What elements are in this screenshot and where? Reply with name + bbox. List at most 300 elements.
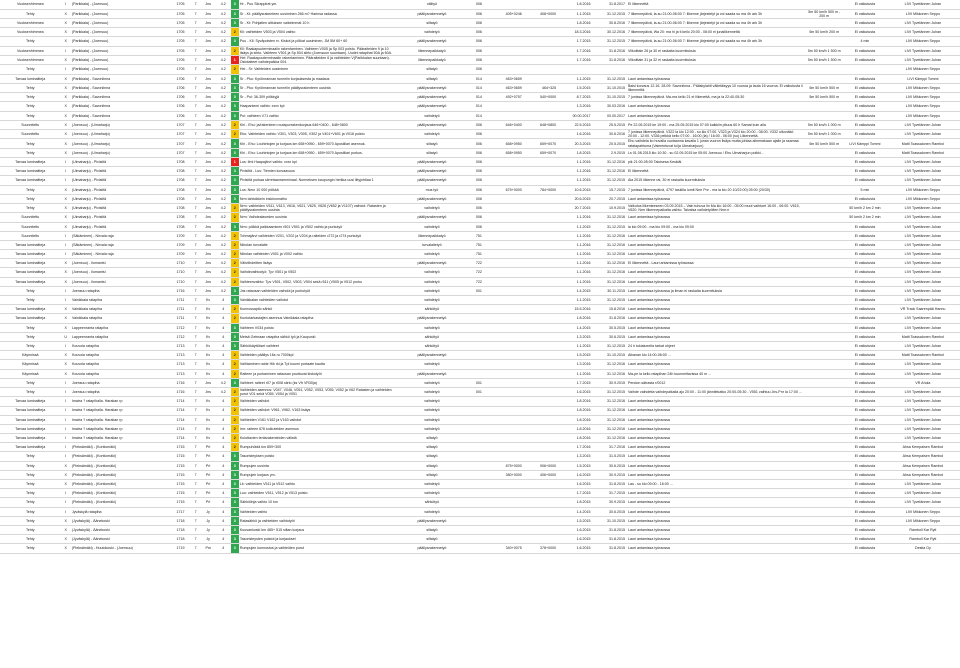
cell-from[interactable]: 1.8.2015 — [558, 498, 592, 507]
cell-mode[interactable]: vaihdetyö — [395, 28, 468, 37]
cell-desc[interactable]: Kli: Raakapuuterminaalin rakentaminen. Vaihteen V005 ja Sp 003 poisto. Pääraiteiden 9 ja 10 lisäys ja siirto. Vaihteen V501 ja Sp 504 siirto (Joensuun suuntaan). Uudet ratapihat 50A ja 60A. — [239, 46, 396, 55]
cell-k[interactable]: I — [61, 65, 71, 74]
cell-km2[interactable]: 540+0000 — [524, 93, 558, 102]
cell-km1[interactable] — [489, 406, 523, 415]
cell-from[interactable]: 1.1.2016 — [558, 167, 592, 176]
cell-info[interactable]: Lauri antamissa työraossa — [627, 277, 804, 286]
cell-person[interactable]: Matti Toassalonen Rambol — [886, 148, 960, 157]
cell-contact[interactable]: Ei vaikutusta — [844, 507, 886, 516]
cell-info[interactable]: Lauri antamissa työraossa — [627, 296, 804, 305]
cell-no[interactable]: 1708 — [170, 194, 191, 203]
table-row[interactable] — [0, 28, 960, 37]
cell-seg[interactable]: Imatra ? ratapihalla. Harakan rp — [71, 406, 170, 415]
cell-km1[interactable] — [489, 434, 523, 443]
cell-area[interactable]: Vuoksenhimmea — [0, 19, 61, 28]
cell-no[interactable]: 1707 — [170, 148, 191, 157]
cell-area[interactable]: Tarvaa luminaitteja — [0, 443, 61, 452]
cell-n[interactable]: 7 — [191, 314, 200, 323]
cell-km1[interactable] — [489, 525, 523, 534]
cell-to[interactable]: 31.12.2016 — [593, 406, 627, 415]
cell-km1[interactable] — [489, 314, 523, 323]
cell-k[interactable]: I — [61, 498, 71, 507]
cell-desc[interactable]: Khi - Ehu: Louhintojen ja korjaus km 658+0950 - 659+0070 Aposiiliari asennuk. — [239, 139, 396, 148]
cell-no[interactable]: 1715 — [170, 443, 191, 452]
cell-person[interactable]: Destia Oy — [886, 544, 960, 553]
cell-t[interactable]: Kv — [200, 296, 216, 305]
cell-km1[interactable] — [489, 286, 523, 295]
cell-person[interactable]: LIVI Mikkonen Seppo — [886, 111, 960, 120]
cell-desc[interactable]: Tasoristeyksen poisto — [239, 452, 396, 461]
cell-seg[interactable]: (Joensuu) - (Uimaharju) — [71, 139, 170, 148]
cell-area[interactable]: Suunniteltu — [0, 222, 61, 231]
cell-t[interactable]: Jns — [200, 158, 216, 167]
cell-seg[interactable]: Kouvola ratapiha — [71, 341, 170, 350]
cell-person[interactable]: LIVI Tyvelännen Juhan — [886, 203, 960, 212]
table-row[interactable] — [0, 9, 960, 18]
cell-dir[interactable]: 4.2 — [216, 0, 231, 9]
cell-to[interactable]: 31.12.2015 — [593, 176, 627, 185]
cell-k[interactable]: X — [61, 259, 71, 268]
cell-k[interactable]: I — [61, 231, 71, 240]
cell-person[interactable]: Matti Toassalonen Rambol — [886, 332, 960, 341]
cell-area[interactable]: Vuoksenhimmea — [0, 56, 61, 65]
cell-km2[interactable] — [524, 240, 558, 249]
cell-area[interactable]: Vuoksenhimmea — [0, 0, 61, 9]
cell-st[interactable]: 2 — [231, 28, 239, 37]
cell-km2[interactable] — [524, 167, 558, 176]
cell-info[interactable]: Ls 01.08.2015 klo 10:30 - su 02.09.2015 ke 05:00 Joensuu / Ehu Uimaharjun poikki... — [627, 148, 804, 157]
cell-area[interactable]: Tarvaa luminaitteja — [0, 176, 61, 185]
cell-desc[interactable]: Tohmajärvi vaihteiden V201, V202 ja V204 ja raiteiden r272 ja r274 purkutyö — [239, 231, 396, 240]
cell-seg[interactable]: (Pieksämäki) - (Kontiomäki) — [71, 498, 170, 507]
cell-k[interactable]: X — [61, 130, 71, 139]
cell-area[interactable]: Tarvaa luminaitteja — [0, 277, 61, 286]
cell-k[interactable]: X — [61, 194, 71, 203]
table-row[interactable] — [0, 544, 960, 553]
table-row[interactable] — [0, 286, 960, 295]
cell-extra[interactable] — [804, 296, 844, 305]
cell-mode[interactable]: sähkötyö — [395, 341, 468, 350]
cell-from[interactable]: 10.6.2015 — [558, 185, 592, 194]
cell-mode[interactable]: vaihdetyö — [395, 360, 468, 369]
cell-km1[interactable] — [489, 387, 523, 396]
cell-person[interactable]: LIVI Mikkonen Seppo — [886, 37, 960, 46]
cell-k[interactable]: X — [61, 9, 71, 18]
cell-km2[interactable] — [524, 259, 558, 268]
table-row[interactable] — [0, 397, 960, 406]
cell-dir[interactable]: 4.2 — [216, 231, 231, 240]
cell-n[interactable]: 7 — [191, 213, 200, 222]
cell-km1[interactable]: 492+0757 — [489, 93, 523, 102]
cell-km2[interactable] — [524, 369, 558, 378]
cell-t[interactable]: Kv — [200, 369, 216, 378]
cell-no[interactable]: 1712 — [170, 332, 191, 341]
cell-mode[interactable]: päällysrakennetyö — [395, 213, 468, 222]
cell-n[interactable]: 7 — [191, 378, 200, 387]
cell-dir[interactable]: 4.2 — [216, 74, 231, 83]
cell-km2[interactable] — [524, 360, 558, 369]
cell-to[interactable]: 31.12.2016 — [593, 240, 627, 249]
cell-t[interactable]: Jns — [200, 213, 216, 222]
cell-n[interactable]: 7 — [191, 231, 200, 240]
cell-n[interactable]: 7 — [191, 296, 200, 305]
cell-area[interactable]: Tarvaa luminaitteja — [0, 268, 61, 277]
cell-from[interactable]: 1.8.2016 — [558, 0, 592, 9]
cell-km2[interactable] — [524, 213, 558, 222]
cell-extra[interactable] — [804, 0, 844, 9]
cell-dir[interactable]: 4.2 — [216, 250, 231, 259]
cell-st[interactable]: 3 — [231, 74, 239, 83]
cell-km1[interactable]: 463+0659 — [489, 74, 523, 83]
cell-from[interactable]: 1.4.2015 — [558, 286, 592, 295]
cell-code[interactable]: 001 — [468, 378, 489, 387]
cell-mode[interactable]: liikennepaikkatyö — [395, 56, 468, 65]
cell-person[interactable]: LIVI Tyvelännen Juhan — [886, 19, 960, 28]
cell-st[interactable]: 2 — [231, 305, 239, 314]
cell-contact[interactable]: Ei vaikutusta — [844, 360, 886, 369]
cell-km2[interactable] — [524, 19, 558, 28]
cell-no[interactable]: 1715 — [170, 452, 191, 461]
cell-from[interactable]: 1.1.2015 — [558, 296, 592, 305]
cell-t[interactable]: Kv — [200, 360, 216, 369]
cell-mode[interactable]: vaihdetyö — [395, 130, 468, 139]
cell-t[interactable]: Kv — [200, 305, 216, 314]
cell-t[interactable]: Jns — [200, 222, 216, 231]
cell-to[interactable]: 31.8.2016 — [593, 314, 627, 323]
cell-dir[interactable]: 4.2 — [216, 37, 231, 46]
cell-mode[interactable]: päällysrakennetyö — [395, 176, 468, 185]
cell-no[interactable]: 1719 — [170, 544, 191, 553]
cell-extra[interactable] — [804, 332, 844, 341]
cell-contact[interactable]: 50 km/h 2 km 2 min — [844, 203, 886, 212]
cell-dir[interactable]: 4 — [216, 470, 231, 479]
cell-from[interactable] — [558, 65, 592, 74]
cell-n[interactable]: 7 — [191, 203, 200, 212]
cell-km1[interactable] — [489, 231, 523, 240]
cell-st[interactable]: 3 — [231, 498, 239, 507]
cell-n[interactable]: 7 — [191, 277, 200, 286]
cell-desc[interactable]: Ehu: Vaihteiden vaihto: V301, V303, V305, V302 ja V401+V601 ja V016 poisto — [239, 130, 396, 139]
cell-st[interactable]: 3 — [231, 139, 239, 148]
cell-dir[interactable]: 4.2 — [216, 65, 231, 74]
cell-km2[interactable] — [524, 286, 558, 295]
cell-from[interactable]: 1.8.2016 — [558, 397, 592, 406]
cell-from[interactable]: 22.5.2015 — [558, 120, 592, 129]
cell-code[interactable] — [468, 332, 489, 341]
cell-km2[interactable] — [524, 323, 558, 332]
cell-seg[interactable]: (Parikkala) - Savonlinna — [71, 74, 170, 83]
cell-km1[interactable] — [489, 268, 523, 277]
cell-mode[interactable]: siltatyö — [395, 148, 468, 157]
cell-code[interactable]: 006 — [468, 185, 489, 194]
cell-desc[interactable]: Rumpujen kunnostus ja vaihteiden purut — [239, 544, 396, 553]
cell-seg[interactable]: (Parikkala) - (Joensuu) — [71, 9, 170, 18]
cell-no[interactable]: 1716 — [170, 286, 191, 295]
cell-dir[interactable]: 4.2 — [216, 203, 231, 212]
cell-mode[interactable]: päällysrakennetyö — [395, 102, 468, 111]
cell-extra[interactable] — [804, 203, 844, 212]
cell-t[interactable]: Jns — [200, 148, 216, 157]
cell-st[interactable]: 3 — [231, 185, 239, 194]
cell-km2[interactable] — [524, 305, 558, 314]
table-row[interactable] — [0, 323, 960, 332]
table-row[interactable] — [0, 259, 960, 268]
cell-n[interactable]: 7 — [191, 158, 200, 167]
table-row[interactable] — [0, 434, 960, 443]
cell-k[interactable]: X — [61, 461, 71, 470]
cell-person[interactable]: Ahsa Kempaisen Rambol — [886, 470, 960, 479]
cell-mode[interactable]: siltatyö — [395, 535, 468, 544]
cell-contact[interactable]: Ei vaikutusta — [844, 268, 886, 277]
cell-from[interactable]: 1.8.2016 — [558, 434, 592, 443]
cell-person[interactable]: LIVI Tyvelännen Juhan — [886, 277, 960, 286]
cell-no[interactable]: 1708 — [170, 176, 191, 185]
cell-no[interactable]: 1709 — [170, 231, 191, 240]
cell-code[interactable]: 001 — [468, 387, 489, 396]
cell-contact[interactable]: Ei vaikutusta — [844, 535, 886, 544]
cell-area[interactable]: Tehty — [0, 296, 61, 305]
cell-n[interactable]: 7 — [191, 185, 200, 194]
cell-person[interactable]: LIVI Tyvelännen Juhan — [886, 120, 960, 129]
cell-dir[interactable]: 4 — [216, 332, 231, 341]
cell-mode[interactable]: päällysrakennetyö — [395, 369, 468, 378]
cell-to[interactable]: 31.12.2015 — [593, 296, 627, 305]
cell-n[interactable]: 7 — [191, 452, 200, 461]
cell-mode[interactable]: päällysrakennetyö — [395, 314, 468, 323]
cell-person[interactable]: LIVI Tyvelännen Juhan — [886, 240, 960, 249]
cell-no[interactable]: 1715 — [170, 489, 191, 498]
cell-st[interactable]: 2 — [231, 369, 239, 378]
cell-km2[interactable]: 464+325 — [524, 83, 558, 92]
table-row[interactable] — [0, 452, 960, 461]
cell-desc[interactable]: Hei: Raakapuuterminaalin rakentaminen. Pääraiteiden 6 ja vaihteiden V(Parikkalan suuntaan). Ostotaiteet vaihdepaikka 004. — [239, 56, 396, 65]
cell-from[interactable]: 1.5.2015 — [558, 83, 592, 92]
cell-k[interactable]: I — [61, 378, 71, 387]
cell-mode[interactable]: päällysrakennetyö — [395, 351, 468, 360]
cell-person[interactable]: Ramboll Kar Ryti — [886, 535, 960, 544]
cell-km2[interactable] — [524, 46, 558, 55]
cell-info[interactable]: 7 liikennepäivä, la-su 21:00-06:00 7: liikenne järjestelyt ja voi saada su ma 4h ark 3h — [627, 19, 804, 28]
cell-seg[interactable]: (Säkäminen) - Nirvala raja — [71, 240, 170, 249]
cell-code[interactable]: 006 — [468, 176, 489, 185]
cell-to[interactable]: 00.00.2017 — [593, 111, 627, 120]
cell-extra[interactable]: 5m 50 km/h 500 m — [804, 83, 844, 92]
cell-st[interactable]: 2 — [231, 360, 239, 369]
cell-no[interactable]: 1705 — [170, 9, 191, 18]
cell-km1[interactable] — [489, 277, 523, 286]
cell-contact[interactable]: Ei vaikutusta — [844, 167, 886, 176]
cell-extra[interactable] — [804, 314, 844, 323]
cell-area[interactable]: Käynnissä — [0, 369, 61, 378]
cell-info[interactable]: Lauri antamissa työraossa — [627, 111, 804, 120]
cell-no[interactable]: 1705 — [170, 46, 191, 55]
cell-to[interactable]: 31.12.2016 — [593, 434, 627, 443]
cell-to[interactable]: 10.9.2015 — [593, 203, 627, 212]
cell-n[interactable]: 7 — [191, 46, 200, 55]
cell-info[interactable]: Lauri antamissa työraossa — [627, 397, 804, 406]
cell-k[interactable]: X — [61, 544, 71, 553]
cell-km2[interactable] — [524, 231, 558, 240]
cell-st[interactable]: 3 — [231, 176, 239, 185]
cell-k[interactable]: X — [61, 56, 71, 65]
cell-t[interactable]: Jns — [200, 231, 216, 240]
cell-t[interactable]: Jns — [200, 74, 216, 83]
cell-extra[interactable] — [804, 516, 844, 525]
cell-km1[interactable] — [489, 28, 523, 37]
cell-st[interactable]: 2 — [231, 406, 239, 415]
cell-code[interactable] — [468, 443, 489, 452]
cell-from[interactable]: 1.4.2015 — [558, 507, 592, 516]
cell-k[interactable]: I — [61, 434, 71, 443]
cell-from[interactable]: 1.7.2015 — [558, 378, 592, 387]
cell-area[interactable]: Tehty — [0, 544, 61, 553]
cell-st[interactable]: 3 — [231, 19, 239, 28]
cell-t[interactable]: Jns — [200, 259, 216, 268]
table-row[interactable] — [0, 46, 960, 55]
table-row[interactable] — [0, 0, 960, 9]
cell-person[interactable]: Ahsa Kempaisen Rambol — [886, 452, 960, 461]
cell-info[interactable]: 7 junissa liikennepäivä. Ma-ma kello 21 ei liikenettä, ma ja la 22:40-05:30 — [627, 93, 804, 102]
cell-t[interactable]: Jns — [200, 378, 216, 387]
cell-info[interactable]: Lauri antamissa työraossa — [627, 525, 804, 534]
cell-to[interactable]: 31.8.2016 — [593, 46, 627, 55]
cell-dir[interactable]: 4.2 — [216, 93, 231, 102]
cell-contact[interactable]: Ei vaikutusta — [844, 489, 886, 498]
cell-km1[interactable] — [489, 452, 523, 461]
cell-contact[interactable]: Ei vaikutusta — [844, 286, 886, 295]
cell-km2[interactable]: 906+0000 — [524, 461, 558, 470]
cell-mode[interactable]: vaihdetyö — [395, 268, 468, 277]
cell-extra[interactable] — [804, 360, 844, 369]
cell-k[interactable]: X — [61, 139, 71, 148]
cell-seg[interactable]: Imatra ? ratapihalla. Harakan rp — [71, 415, 170, 424]
cell-desc[interactable]: Metsä Geimaan ratapiha sähkö työ ja Kaupunki — [239, 332, 396, 341]
cell-st[interactable]: 3 — [231, 544, 239, 553]
cell-km1[interactable] — [489, 65, 523, 74]
cell-t[interactable]: Kv — [200, 341, 216, 350]
cell-st[interactable]: 3 — [231, 167, 239, 176]
cell-t[interactable]: Kv — [200, 314, 216, 323]
cell-t[interactable]: Jns — [200, 102, 216, 111]
cell-desc[interactable]: Sr - Pku: Kyröinrannan tunnelin korjauksesta ja maalaus — [239, 74, 396, 83]
cell-n[interactable]: 7 — [191, 525, 200, 534]
cell-person[interactable]: LIVI Tyvelännen Juhan — [886, 259, 960, 268]
cell-t[interactable]: Prl — [200, 461, 216, 470]
cell-to[interactable]: 31.12.2016 — [593, 397, 627, 406]
cell-km1[interactable] — [489, 415, 523, 424]
cell-no[interactable]: 1714 — [170, 424, 191, 433]
cell-k[interactable]: X — [61, 369, 71, 378]
cell-extra[interactable] — [804, 489, 844, 498]
cell-info[interactable]: Viikoittain 31 ja 32 ei raskaita kuormituksia — [627, 56, 804, 65]
cell-no[interactable]: 1705 — [170, 0, 191, 9]
table-row[interactable] — [0, 516, 960, 525]
cell-t[interactable]: Kv — [200, 424, 216, 433]
cell-st[interactable]: 2 — [231, 434, 239, 443]
cell-extra[interactable] — [804, 424, 844, 433]
cell-t[interactable]: Kv — [200, 351, 216, 360]
cell-desc[interactable]: Lk: vaihteiden V511 ja V512 vaihto — [239, 480, 396, 489]
cell-desc[interactable]: Tasoristeysten poistot ja korjaukset — [239, 535, 396, 544]
cell-info[interactable]: Pe 22.05.2015 ke 19:00 - ma 25.05.2015 klo 07:00 kaikkiin pituus 60 h Samat kuin alla — [627, 120, 804, 129]
cell-k[interactable]: I — [61, 250, 71, 259]
cell-km2[interactable] — [524, 516, 558, 525]
cell-no[interactable]: 1707 — [170, 130, 191, 139]
cell-extra[interactable] — [804, 323, 844, 332]
cell-mode[interactable]: vaihdetyö — [395, 415, 468, 424]
cell-to[interactable]: 15.8.2016 — [593, 305, 627, 314]
cell-km1[interactable] — [489, 130, 523, 139]
cell-no[interactable]: 1711 — [170, 296, 191, 305]
table-row[interactable] — [0, 93, 960, 102]
cell-area[interactable]: Tarvaa luminaitteja — [0, 434, 61, 443]
cell-to[interactable]: 31.8.2015 — [593, 480, 627, 489]
cell-t[interactable]: Jns — [200, 56, 216, 65]
cell-area[interactable]: Tehty — [0, 323, 61, 332]
cell-info[interactable]: 7 liikennepäivä, Wa 20: ma hi ja ti kello 20:00 - 08:00 ei junaliikennettä — [627, 28, 804, 37]
cell-code[interactable]: 751 — [468, 250, 489, 259]
cell-person[interactable]: LIVI Tyvelännen Juhan — [886, 415, 960, 424]
cell-dir[interactable]: 4 — [216, 369, 231, 378]
cell-desc[interactable]: Hei - Sr: Vaihteiden uusiminen — [239, 65, 396, 74]
cell-from[interactable]: 1.1.2016 — [558, 250, 592, 259]
cell-km1[interactable]: 658+0950 — [489, 148, 523, 157]
cell-km1[interactable] — [489, 305, 523, 314]
table-row[interactable] — [0, 158, 960, 167]
table-row[interactable] — [0, 231, 960, 240]
cell-info[interactable]: Lauri antamissa työraossa — [627, 498, 804, 507]
cell-k[interactable]: X — [61, 203, 71, 212]
cell-code[interactable]: 722 — [468, 268, 489, 277]
cell-seg[interactable]: Joensuu ratapiha — [71, 378, 170, 387]
cell-info[interactable]: Lauri antamissa työraossa — [627, 240, 804, 249]
cell-person[interactable]: LIVI Tyvelännen Juhan — [886, 158, 960, 167]
cell-to[interactable]: 31.12.2016 — [593, 231, 627, 240]
cell-km2[interactable] — [524, 296, 558, 305]
cell-n[interactable]: 7 — [191, 111, 200, 120]
cell-extra[interactable] — [804, 351, 844, 360]
cell-seg[interactable]: (Joensuu) - (Uimaharju) — [71, 120, 170, 129]
cell-extra[interactable] — [804, 222, 844, 231]
cell-contact[interactable]: Ei vaikutusta — [844, 250, 886, 259]
cell-contact[interactable]: Ei vaikutusta — [844, 240, 886, 249]
cell-seg[interactable]: (Pieksämäki) - (Kontiomäki) — [71, 489, 170, 498]
cell-from[interactable]: 1.7.2015 — [558, 37, 592, 46]
cell-to[interactable]: 31.8.2015 — [593, 525, 627, 534]
cell-n[interactable]: 7 — [191, 176, 200, 185]
cell-desc[interactable]: Lus: Nmn 10 000 pölkkä — [239, 185, 396, 194]
cell-no[interactable]: 1705 — [170, 56, 191, 65]
cell-code[interactable] — [468, 406, 489, 415]
cell-area[interactable]: Tarvaa luminaitteja — [0, 305, 61, 314]
cell-area[interactable]: Suunniteltu — [0, 120, 61, 129]
cell-km1[interactable] — [489, 111, 523, 120]
cell-info[interactable]: 7 junissa liikennepäivä. V322 la klo 12:00 - su klo 07:00. V323 ja V324 klo 20:00 - 08:00. V332 ulkonäkö 20:00 - 12:00. V336 pelkkä kello 07:00 - 16:00 (la) / 16:00 - 06:00 (su) Liikennettä. — [627, 130, 804, 139]
cell-contact[interactable]: Ei vaikutusta — [844, 415, 886, 424]
cell-from[interactable]: 1.6.2015 — [558, 480, 592, 489]
cell-no[interactable]: 1712 — [170, 323, 191, 332]
cell-mode[interactable]: päällysrakennetyö — [395, 194, 468, 203]
cell-person[interactable]: LIVI Tyvelännen Juhan — [886, 268, 960, 277]
table-row[interactable] — [0, 535, 960, 544]
cell-desc[interactable]: Sr - Kt: päällysrakenteen uusiminen 266 m? Harinsa radassa — [239, 9, 396, 18]
cell-code[interactable] — [468, 415, 489, 424]
cell-n[interactable]: 7 — [191, 535, 200, 544]
cell-to[interactable]: 31.12.2016 — [593, 268, 627, 277]
cell-from[interactable]: 1.8.2016 — [558, 19, 592, 28]
cell-info[interactable]: Lauri antamissa työraossa — [627, 250, 804, 259]
table-row[interactable] — [0, 443, 960, 452]
